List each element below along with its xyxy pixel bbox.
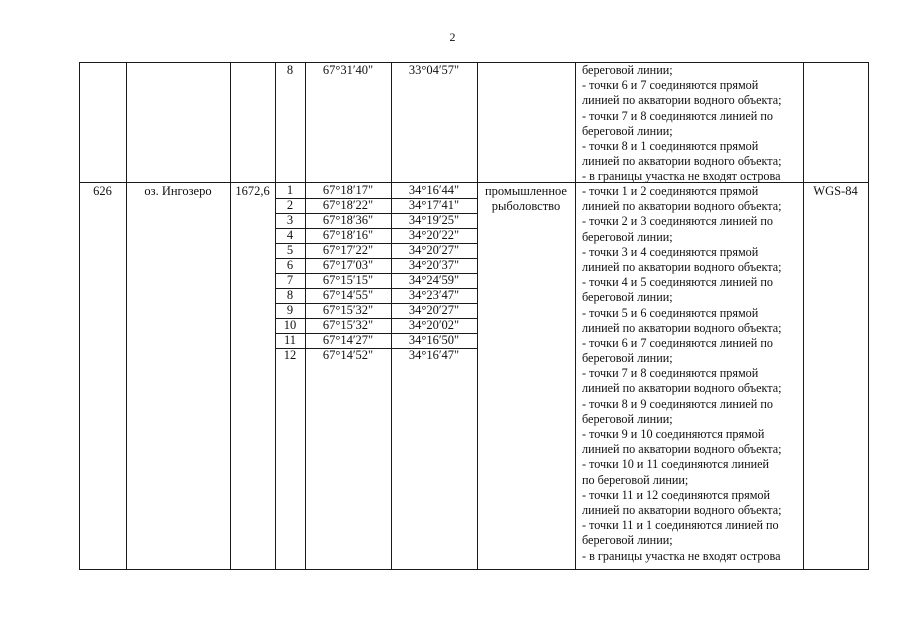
- point-longitude: 33°04′57": [408, 63, 460, 77]
- point-number: 9: [286, 303, 294, 317]
- coord-point-row: [275, 198, 477, 213]
- point-longitude: 34°16′47": [408, 348, 460, 362]
- description-line: линией по акватории водного объекта;: [582, 320, 782, 335]
- col-border-left: [79, 62, 80, 570]
- description-line: линией по акватории водного объекта;: [582, 442, 782, 457]
- point-longitude: 34°17′41": [408, 198, 460, 212]
- boundary-description: [582, 184, 782, 564]
- coord-point-row: [275, 243, 477, 258]
- point-number: 2: [286, 198, 294, 212]
- description-line: - точки 8 и 1 соединяются прямой: [582, 138, 759, 153]
- point-number: 1: [286, 183, 294, 197]
- point-number: 10: [283, 318, 297, 332]
- description-line: линией по акватории водного объекта;: [582, 259, 782, 274]
- point-number: 8: [286, 63, 294, 77]
- description-line: линией по акватории водного объекта;: [582, 381, 782, 396]
- coord-point-row: [275, 63, 477, 78]
- point-longitude: 34°23′47": [408, 288, 460, 302]
- description-line: - в границы участка не входят острова: [582, 548, 781, 563]
- col-border-datum: [803, 62, 804, 570]
- point-longitude: 34°19′25": [408, 213, 460, 227]
- point-number: 7: [286, 273, 294, 287]
- coord-point-row: [275, 348, 477, 363]
- coord-point-row: [275, 183, 477, 198]
- point-number: 3: [286, 213, 294, 227]
- point-latitude: 67°14′55": [322, 288, 374, 302]
- description-line: линией по акватории водного объекта;: [582, 502, 782, 517]
- purpose-line-2: рыболовство: [491, 199, 561, 213]
- description-line: береговой линии;: [582, 351, 673, 366]
- description-line: береговой линии;: [582, 290, 673, 305]
- description-line: береговой линии;: [582, 533, 673, 548]
- description-line: береговой линии;: [582, 411, 673, 426]
- description-line: - точки 8 и 9 соединяются линией по: [582, 396, 773, 411]
- description-line: береговой линии;: [582, 229, 673, 244]
- description-line: - точки 9 и 10 соединяются прямой: [582, 427, 765, 441]
- entry-number: 626: [93, 184, 112, 198]
- description-line: - точки 1 и 2 соединяются прямой: [582, 184, 759, 198]
- point-longitude: 34°16′50": [408, 333, 460, 347]
- point-number: 8: [286, 288, 294, 302]
- point-longitude: 34°20′02": [408, 318, 460, 332]
- col-border-name: [126, 62, 127, 570]
- point-latitude: 67°15′32": [322, 303, 374, 317]
- description-line: - точки 3 и 4 соединяются прямой: [582, 244, 759, 259]
- point-longitude: 34°20′22": [408, 228, 460, 242]
- description-line: - точки 5 и 6 соединяются прямой: [582, 305, 759, 320]
- point-longitude: 34°24′59": [408, 273, 460, 287]
- description-line: - точки 11 и 1 соединяются линией по: [582, 518, 779, 533]
- point-latitude: 67°15′32": [322, 318, 374, 332]
- description-line: береговой линии;: [582, 63, 673, 77]
- description-line: - в границы участка не входят острова: [582, 169, 781, 184]
- purpose-line-1: промышленное: [484, 184, 567, 198]
- coordinate-system: WGS-84: [813, 184, 858, 198]
- point-longitude: 34°20′27": [408, 303, 460, 317]
- point-longitude: 34°16′44": [408, 183, 460, 197]
- col-border-area: [230, 62, 231, 570]
- description-line: - точки 2 и 3 соединяются линией по: [582, 214, 773, 229]
- area-value: 1672,6: [235, 184, 270, 198]
- description-line: - точки 7 и 8 соединяются прямой: [582, 366, 759, 381]
- description-line: - точки 6 и 7 соединяются линией по: [582, 335, 773, 350]
- coord-point-row: [275, 288, 477, 303]
- col-border-right: [868, 62, 869, 570]
- coord-point-row: [275, 303, 477, 318]
- col-border-purpose: [477, 62, 478, 570]
- point-latitude: 67°17′22": [322, 243, 374, 257]
- description-line: - точки 10 и 11 соединяются линией: [582, 457, 770, 472]
- description-line: - точки 11 и 12 соединяются прямой: [582, 487, 771, 502]
- point-latitude: 67°14′52": [322, 348, 374, 362]
- description-line: береговой линии;: [582, 123, 673, 138]
- point-number: 5: [286, 243, 294, 257]
- coord-point-row: [275, 333, 477, 348]
- point-latitude: 67°18′22": [322, 198, 374, 212]
- point-longitude: 34°20′27": [408, 243, 460, 257]
- description-line: по береговой линии;: [582, 472, 689, 487]
- point-number: 11: [283, 333, 297, 347]
- point-latitude: 67°18′36": [322, 213, 374, 227]
- col-border-desc: [575, 62, 576, 570]
- point-latitude: 67°31′40": [322, 63, 374, 77]
- table-bottom-border: [79, 569, 869, 570]
- water-body-name: оз. Ингозеро: [144, 184, 212, 198]
- description-line: линией по акватории водного объекта;: [582, 93, 782, 108]
- point-latitude: 67°14′27": [322, 333, 374, 347]
- description-line: линией по акватории водного объекта;: [582, 154, 782, 169]
- coord-point-row: [275, 228, 477, 243]
- point-number: 6: [286, 258, 294, 272]
- coord-point-row: [275, 213, 477, 228]
- point-latitude: 67°18′16": [322, 228, 374, 242]
- coord-point-row: [275, 318, 477, 333]
- point-latitude: 67°15′15": [322, 273, 374, 287]
- page-number: 2: [449, 30, 456, 44]
- point-latitude: 67°18′17": [322, 183, 374, 197]
- boundary-description: [582, 63, 782, 185]
- point-number: 4: [286, 228, 294, 242]
- point-longitude: 34°20′37": [408, 258, 460, 272]
- description-line: линией по акватории водного объекта;: [582, 199, 782, 214]
- description-line: - точки 7 и 8 соединяются линией по: [582, 108, 773, 123]
- coord-point-row: [275, 258, 477, 273]
- point-number: 12: [283, 348, 297, 362]
- description-line: - точки 6 и 7 соединяются прямой: [582, 78, 759, 93]
- coord-point-row: [275, 273, 477, 288]
- point-latitude: 67°17′03": [322, 258, 374, 272]
- description-line: - точки 4 и 5 соединяются линией по: [582, 275, 773, 290]
